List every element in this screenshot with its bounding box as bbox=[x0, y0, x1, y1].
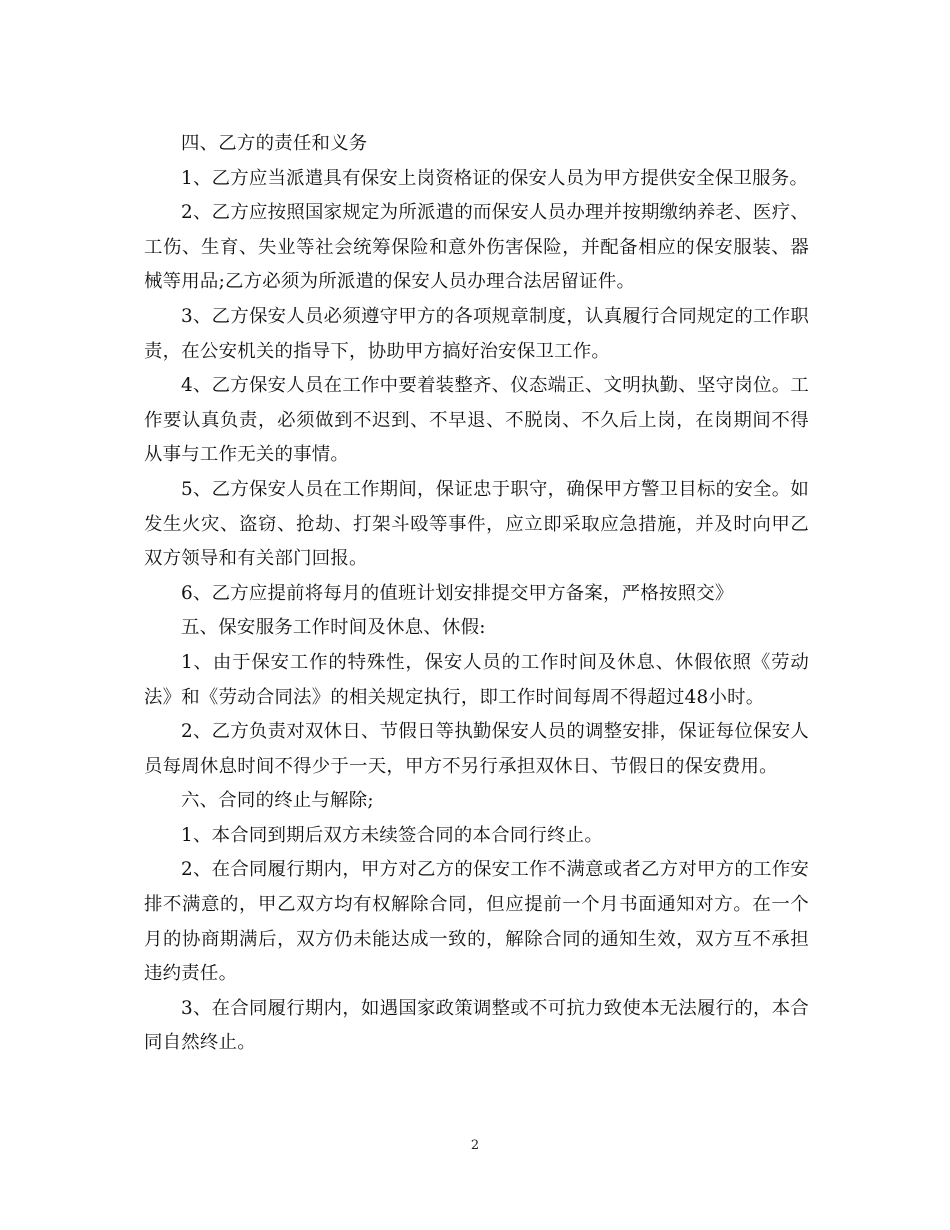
paragraph-6-3: 3、在合同履行期内，如遇国家政策调整或不可抗力致使本无法履行的，本合同自然终止。 bbox=[144, 997, 809, 1054]
section-heading-6: 六、合同的终止与解除; bbox=[181, 790, 374, 812]
paragraph-5-2: 2、乙方负责对双休日、节假日等执勤保安人员的调整安排，保证每位保安人员每周休息时间不得少于一天，甲方不另行承担双休日、节假日的保安费用。 bbox=[144, 721, 809, 777]
page-number: 2 bbox=[470, 1138, 480, 1153]
paragraph-4-5: 5、乙方保安人员在工作期间，保证忠于职守，确保甲方警卫目标的安全。如发生火灾、盗窃、抢劫、打架斗殴等事件，应立即采取应急措施，并及时向甲乙双方领导和有关部门回报。 bbox=[144, 478, 809, 570]
paragraph-4-3: 3、乙方保安人员必须遵守甲方的各项规章制度，认真履行合同规定的工作职责，在公安机关的指导下，协助甲方搞好治安保卫工作。 bbox=[144, 305, 809, 362]
section-heading-4: 四、乙方的责任和义务 bbox=[181, 133, 368, 154]
paragraph-4-6: 6、乙方应提前将每月的值班计划安排提交甲方备案，严格按照交》 bbox=[181, 582, 734, 604]
paragraph-4-2: 2、乙方应按照国家规定为所派遣的而保安人员办理并按期缴纳养老、医疗、工伤、生育、失业等社会统筹保险和意外伤害保险，并配备相应的保安服装、器械等用品;乙方必须为所派遣的保安人员办理合法居留证件。 bbox=[144, 202, 809, 293]
paragraph-4-1: 1、乙方应当派遣具有保安上岗资格证的保安人员为甲方提供安全保卫服务。 bbox=[181, 167, 809, 189]
paragraph-4-4: 4、乙方保安人员在工作中要着装整齐、仪态端正、文明执勤、坚守岗位。工作要认真负责，必须做到不迟到、不早退、不脱岗、不久后上岗，在岗期间不得从事与工作无关的事情。 bbox=[144, 375, 809, 466]
section-heading-5: 五、保安服务工作时间及休息、休假: bbox=[181, 617, 486, 639]
paragraph-5-1: 1、由于保安工作的特殊性，保安人员的工作时间及休息、休假依照《劳动法》和《劳动合同法》的相关规定执行，即工作时间每周不得超过48小时。 bbox=[144, 651, 809, 708]
document-body bbox=[144, 127, 809, 1061]
paragraph-6-2: 2、在合同履行期内，甲方对乙方的保安工作不满意或者乙方对甲方的工作安排不满意的，甲乙双方均有权解除合同，但应提前一个月书面通知对方。在一个月的协商期满后，双方仍未能达成一致的，解除合同的通知生效，双方互不承担违约责任。 bbox=[144, 859, 809, 985]
paragraph-6-1: 1、本合同到期后双方未续签合同的本合同行终止。 bbox=[181, 824, 604, 846]
